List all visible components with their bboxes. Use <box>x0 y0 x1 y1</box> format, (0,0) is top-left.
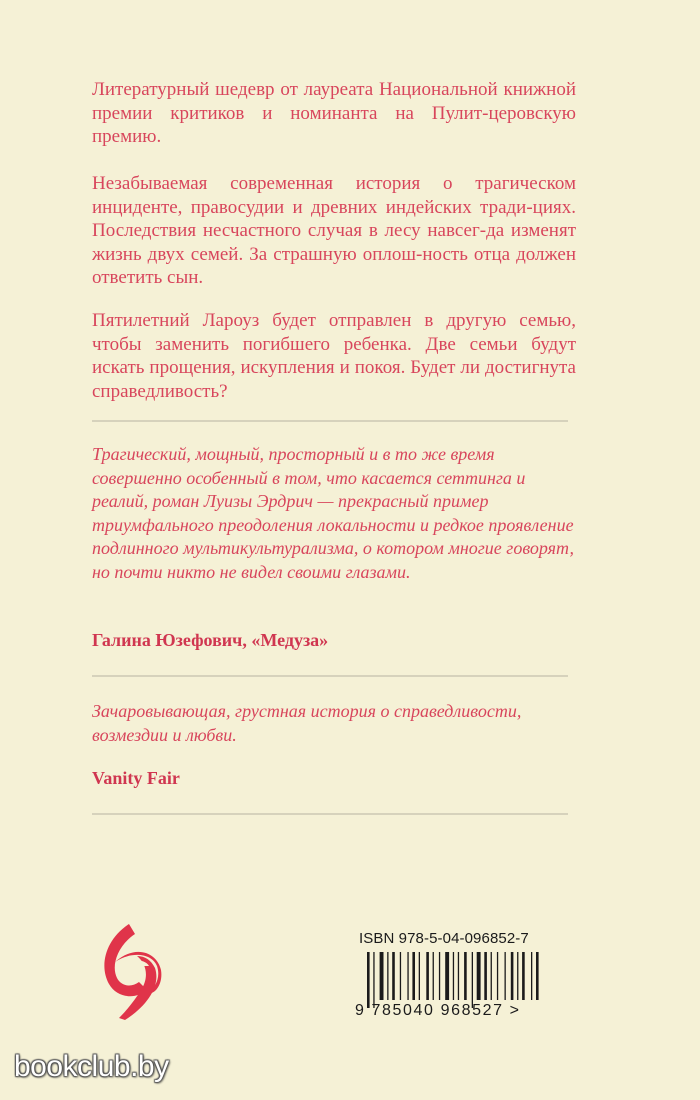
barcode-bar <box>373 952 374 1008</box>
review-quote: Трагический, мощный, просторный и в то же время совершенно особенный в том, что касается сеттинга и реалий, роман Луизы Эрдрич — прекрасный пример триумфального преодоления локальности и редкое проявление подлинного мультикультурализма, о котором многие говорят, но почти никто не видел своими глазами. <box>92 444 574 582</box>
review-source: Галина Юзефович, «Медуза» <box>92 630 329 650</box>
blurb-text: Литературный шедевр от лауреата Национальной книжной премии критиков и номинанта на Пулит-церовскую премию. <box>92 79 576 147</box>
barcode-bars <box>355 952 541 1008</box>
blurb-paragraph-2 <box>92 172 576 290</box>
barcode-bar <box>505 952 506 1000</box>
barcode-bar <box>497 952 498 1000</box>
barcode-digits: 9 785040 968527 > <box>355 1002 521 1019</box>
blurb-text: Пятилетний Лароуз будет отправлен в другую семью, чтобы заменить погибшего ребенка. Две семьи будут искать прощения, искупления и покоя. Будет ли достигнута справедливость? <box>92 310 576 402</box>
barcode-bar <box>458 952 459 1000</box>
barcode-bar <box>400 952 401 1000</box>
divider <box>92 813 568 815</box>
blurb-paragraph-3 <box>92 309 576 403</box>
barcode-bar <box>491 952 492 1000</box>
barcode-bar <box>477 952 481 1000</box>
barcode-bar <box>439 952 440 1000</box>
barcode-bar <box>484 952 487 1000</box>
barcode-bar <box>387 952 388 1000</box>
barcode-bar <box>464 952 467 1000</box>
review-2-source <box>92 768 576 789</box>
barcode-bar <box>407 952 408 1000</box>
barcode-bar <box>433 952 434 1000</box>
blurb-paragraph-1 <box>92 78 576 149</box>
divider <box>92 420 568 422</box>
barcode-bar <box>517 952 518 1000</box>
divider <box>92 675 568 677</box>
review-2 <box>92 700 576 747</box>
eksmo-logo-icon <box>95 922 165 1022</box>
barcode <box>355 930 555 1030</box>
isbn-label: ISBN 978-5-04-096852-7 <box>359 930 529 947</box>
barcode-bar <box>531 952 532 1000</box>
barcode-bar <box>445 952 449 1000</box>
barcode-bar <box>453 952 454 1000</box>
review-quote: Зачаровывающая, грустная история о справедливости, возмездии и любви. <box>92 701 522 745</box>
barcode-bar <box>511 952 514 1000</box>
review-source: Vanity Fair <box>92 768 180 788</box>
review-1 <box>92 443 576 584</box>
barcode-bar <box>380 952 384 1000</box>
barcode-bar <box>426 952 429 1000</box>
review-1-source <box>92 630 576 651</box>
barcode-bar <box>419 952 420 1000</box>
barcode-bar <box>472 952 473 1008</box>
watermark: bookclub.by <box>14 1050 169 1083</box>
barcode-bar <box>536 952 539 1000</box>
barcode-bar <box>412 952 415 1000</box>
barcode-bar <box>367 952 370 1008</box>
blurb-text: Незабываемая современная история о трагическом инциденте, правосудии и древних индейских тради-циях. Последствия несчастного случая в лесу навсег-да изменят жизнь двух семей. За страшную оплош-ность отца должен ответить сын. <box>92 173 576 288</box>
barcode-bar <box>392 952 395 1000</box>
barcode-bar <box>522 952 525 1000</box>
